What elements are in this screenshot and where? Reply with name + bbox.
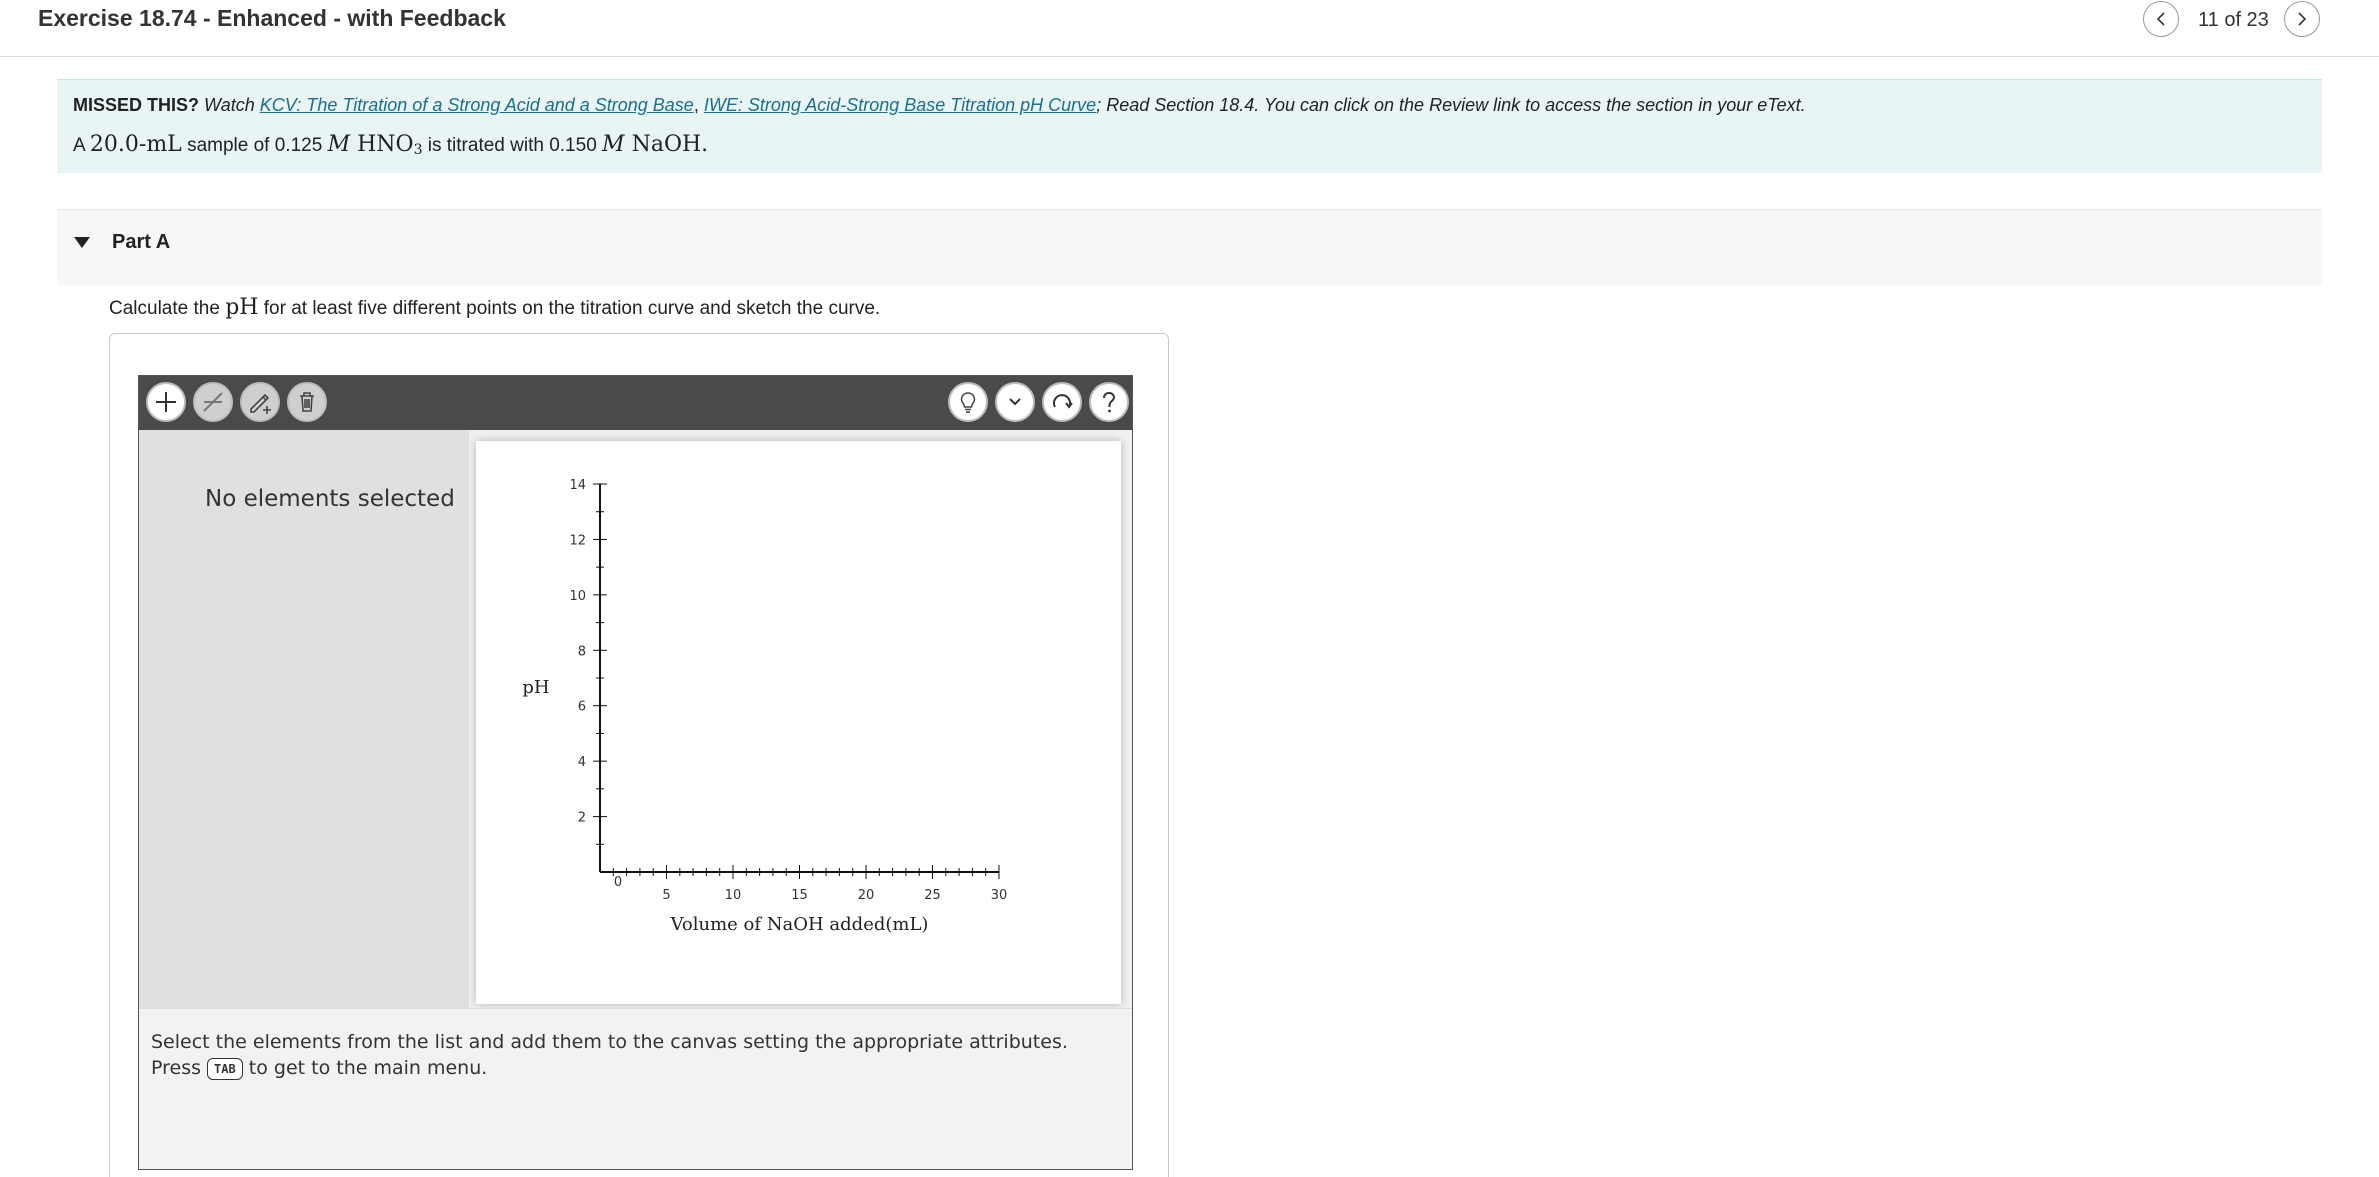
options-menu-button[interactable] (995, 382, 1035, 422)
chevron-left-icon (2153, 11, 2169, 27)
problem-statement (73, 132, 708, 158)
exercise-position: 11 of 23 (2198, 9, 2269, 31)
ph-math: pH (225, 295, 259, 320)
help-icon (1096, 389, 1122, 415)
y-axis-label: pH (522, 677, 550, 698)
missed-this-panel (57, 79, 2322, 173)
delete-element-button[interactable] (287, 382, 327, 422)
link-separator: , (693, 95, 699, 115)
add-element-button[interactable] (146, 382, 186, 422)
edit-element-button[interactable] (240, 382, 280, 422)
instruction-text (151, 1029, 1116, 1081)
missed-this-text (73, 95, 1806, 116)
plus-icon (153, 389, 179, 415)
x-tick-label: 10 (724, 888, 742, 903)
part-a-header[interactable] (57, 209, 2322, 285)
watch-text: Watch (204, 95, 255, 115)
problem-text: sample of 0.125 (181, 135, 328, 156)
x-tick-label: 15 (791, 888, 808, 903)
acid-formula: HNO (357, 132, 414, 157)
canvas-area (469, 430, 1132, 1008)
molarity-symbol: M (602, 132, 625, 157)
graphing-tool (138, 375, 1133, 1170)
y-tick-label: 4 (577, 755, 586, 771)
base-formula: NaOH. (631, 132, 709, 157)
question-text-part: for at least five different points on the titration curve and sketch the curve. (258, 298, 881, 319)
kcv-video-link[interactable]: KCV: The Titration of a Strong Acid and a Strong Base (259, 95, 694, 115)
y-tick-label: 10 (569, 588, 586, 604)
exercise-header (0, 0, 2379, 57)
x-tick-label: 5 (662, 888, 671, 903)
element-properties-panel (139, 430, 469, 1008)
x-tick-label: 30 (990, 888, 1008, 903)
problem-text: A (73, 135, 90, 156)
chevron-down-icon (1002, 389, 1028, 415)
reset-icon (1049, 389, 1075, 415)
instruction-text-part: Select the elements from the list and add them to the canvas setting the appropriate attributes. Press (151, 1031, 1068, 1079)
missed-this-label: MISSED THIS? (73, 95, 200, 115)
tab-key-badge: TAB (207, 1058, 243, 1080)
volume-math: 20.0-mL (89, 132, 182, 157)
y-tick-label: 8 (577, 644, 586, 660)
instruction-text-part: to get to the main menu. (242, 1057, 488, 1079)
help-button[interactable] (1089, 382, 1129, 422)
line-tool-icon (200, 389, 226, 415)
read-section-text: ; Read Section 18.4. You can click on the Review link to access the section in your eText. (1096, 95, 1806, 115)
no-selection-text: No elements selected (205, 486, 455, 512)
lightbulb-icon (955, 389, 981, 415)
hint-button[interactable] (948, 382, 988, 422)
x-tick-label: 20 (857, 888, 875, 903)
iwe-video-link[interactable]: IWE: Strong Acid-Strong Base Titration pH Curve (703, 95, 1097, 115)
caret-down-icon[interactable] (74, 237, 90, 248)
question-text-part: Calculate the (109, 298, 226, 319)
x-axis-label: Volume of NaOH added(mL) (670, 914, 929, 935)
question-text (109, 295, 880, 320)
y-tick-label: 14 (569, 478, 586, 493)
next-exercise-button[interactable] (2284, 1, 2320, 37)
problem-text: is titrated with 0.150 (422, 135, 603, 156)
y-tick-label: 6 (577, 699, 586, 715)
pencil-add-icon (247, 389, 273, 415)
trash-icon (294, 389, 320, 415)
chevron-right-icon (2294, 11, 2310, 27)
x-tick-label: 0 (613, 875, 623, 890)
tool-toolbar (139, 376, 1132, 430)
x-tick-label: 25 (924, 888, 941, 903)
instruction-bar (139, 1008, 1132, 1169)
y-tick-label: 12 (569, 533, 586, 549)
molarity-symbol: M (327, 132, 351, 157)
y-tick-label: 2 (577, 810, 586, 826)
exercise-title: Exercise 18.74 - Enhanced - with Feedback (38, 5, 506, 31)
drawing-canvas[interactable] (476, 441, 1121, 1004)
previous-exercise-button[interactable] (2143, 1, 2179, 37)
reset-button[interactable] (1042, 382, 1082, 422)
acid-subscript: 3 (413, 142, 423, 158)
line-tool-button[interactable] (193, 382, 233, 422)
part-title: Part A (112, 231, 171, 253)
titration-chart[interactable] (476, 441, 1121, 1004)
